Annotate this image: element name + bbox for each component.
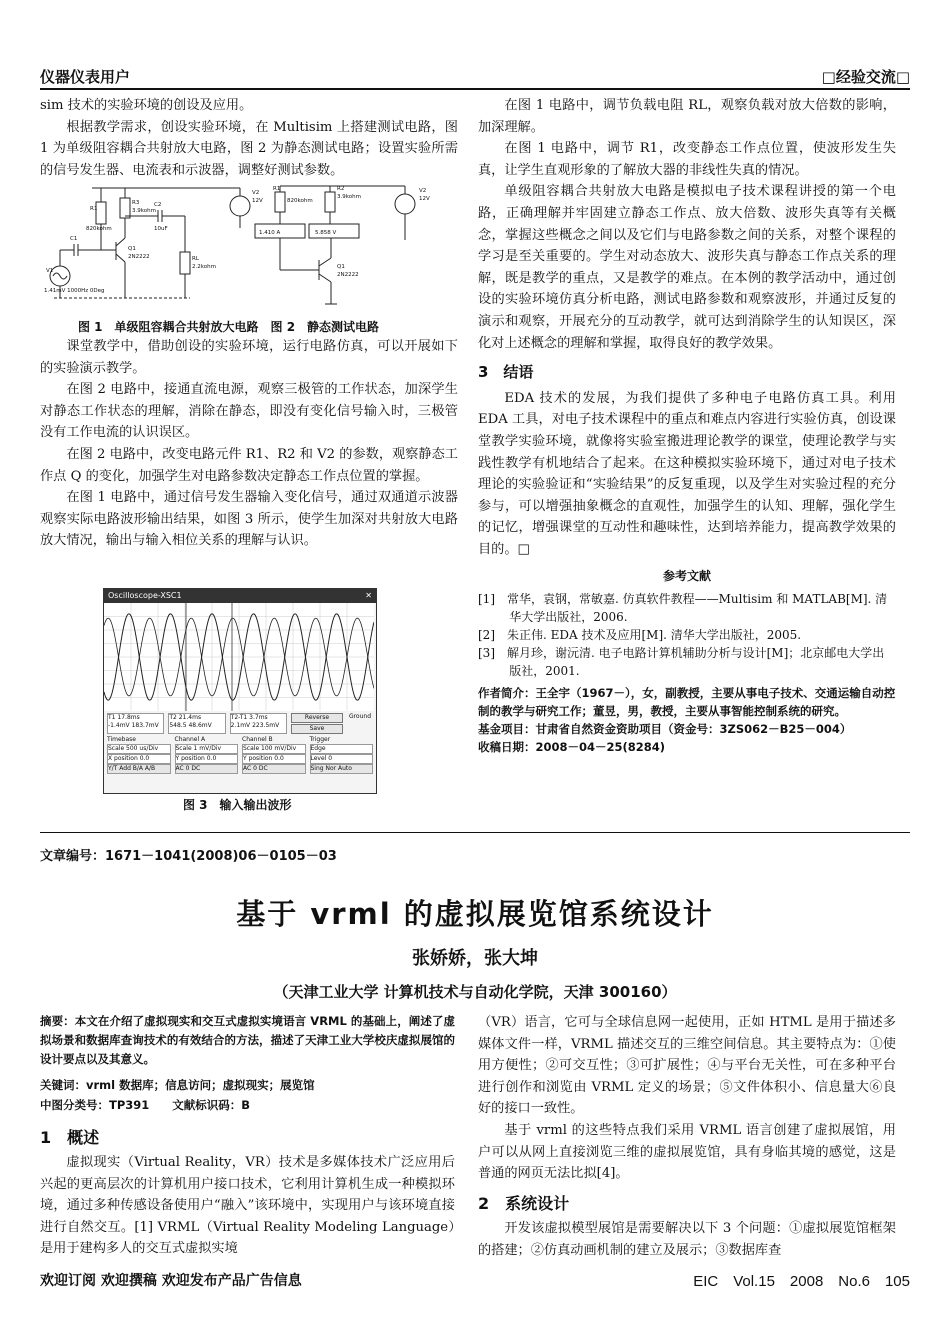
column-name: □经验交流□ xyxy=(821,68,910,86)
close-icon[interactable]: ✕ xyxy=(365,591,372,600)
ground-label: Ground xyxy=(348,713,372,720)
article-authors: 张娇娇，张大坤 xyxy=(412,948,538,969)
x-position[interactable]: X position 0.0 xyxy=(107,754,171,764)
channel-b-y-position[interactable]: Y position 0.0 xyxy=(242,754,306,764)
reference-item: [1] 常华，袁钢，常敏嘉. 仿真软件教程——Multisim 和 MATLAB[M]. 清华大学出版社，2006. xyxy=(478,592,888,625)
channel-a-scale[interactable]: Scale 1 mV/Div xyxy=(175,744,239,754)
paragraph: 在图 2 电路中，接通直流电源，观察三极管的工作状态，加深学生对静态工作状态的理解，消除在静态，即没有变化信号输入时，三极管没有工作电流的认识误区。 xyxy=(40,382,458,441)
svg-text:Q1: Q1 xyxy=(128,246,136,252)
paragraph: （VR）语言，它可与全球信息网一起使用，正如 HTML 是用于描述多媒体文件一样，VRML 描述交互的三维空间信息。其主要特点为：①使用方便性；②可交互性；③可扩展性；④与平台无关性，可在多种平台进行创作和浏览由 VRML 定义的场景；⑤文件体积小、信息量大⑥良好的接口一致性。 xyxy=(478,1015,896,1117)
svg-text:10uF: 10uF xyxy=(154,226,168,232)
svg-text:V1: V1 xyxy=(46,268,54,274)
svg-text:820kohm: 820kohm xyxy=(86,226,112,232)
trigger-edge[interactable]: Edge xyxy=(310,744,374,754)
paragraph: 基于 vrml 的这些特点我们采用 VRML 语言创建了虚拟展馆，用户可以从网上直接浏览三维的虚拟展览馆，具有身临其境的感觉，这是普通的网页无法比拟[4]。 xyxy=(478,1122,896,1182)
paragraph: EDA 技术的发展，为我们提供了多种电子电路仿真工具。利用 EDA 工具，对电子技术课程中的重点和难点内容进行实验仿真，创设课堂教学实验环境，就像将实验室搬进理论教学的课堂，使理论教学与实践性教学有机地结合了起来。在这种模拟实验环境下，通过对电子技术理论的实验验证和“实验结果”的反复重现，以及学生对实验过程的充分参与，可以增强抽象概念的直观性，加强学生的认知、理解，强化学生的记忆，增强课堂的互动性和趣味性，达到培养能力，提高教学效果的目的。□ xyxy=(478,390,896,557)
readout-t2-t1: T2-T1 3.7ms 2.1mV 223.5mV xyxy=(230,713,287,734)
paragraph: sim 技术的实验环境的创设及应用。 xyxy=(40,98,253,113)
oscilloscope-title: Oscilloscope-XSC1 xyxy=(108,591,182,600)
article-title: 基于 vrml 的虚拟展览馆系统设计 xyxy=(236,897,714,931)
paragraph: 开发该虚拟模型展馆是需要解决以下 3 个问题：①虚拟展览馆框架的搭建；②仿真动画机制的建立及展示；③数据库查 xyxy=(478,1221,896,1258)
article-affiliation: （天津工业大学 计算机技术与自动化学院，天津 300160） xyxy=(273,983,677,1001)
save-button[interactable]: Save xyxy=(291,724,343,734)
header-rule xyxy=(40,88,910,90)
svg-text:2.2kohm: 2.2kohm xyxy=(192,264,216,270)
article2-intro xyxy=(40,1152,455,1260)
figure-2-circuit xyxy=(245,180,460,310)
paragraph: 在图 1 电路中，通过信号发生器输入变化信号，通过双通道示波器观察实际电路波形输出结果，如图 3 所示，使学生加深对共射放大电路放大情况，输出与输入相位关系的理解与认识。 xyxy=(40,490,458,549)
oscilloscope-controls xyxy=(104,711,376,776)
channel-a-panel: Channel A Scale 1 mV/Div Y position 0.0 AC 0 DC xyxy=(175,736,239,774)
scope-buttons xyxy=(291,713,343,734)
article-number: 文章编号：1671－1041(2008)06－0105－03 xyxy=(40,849,337,864)
svg-text:C1: C1 xyxy=(70,236,78,242)
footer-slogan: 欢迎订阅 欢迎撰稿 欢迎发布产品广告信息 xyxy=(40,1273,302,1289)
left-column-top xyxy=(40,95,458,181)
svg-text:5.858 V: 5.858 V xyxy=(315,230,337,236)
svg-text:1.410 A: 1.410 A xyxy=(259,230,281,236)
figure-1-2-caption: 图 1 单级阻容耦合共射放大电路 图 2 静态测试电路 xyxy=(78,320,380,334)
svg-text:V2: V2 xyxy=(252,190,260,196)
oscilloscope-screen xyxy=(104,603,374,711)
channel-b-panel: Channel B Scale 100 mV/Div Y position 0.0 AC 0 DC xyxy=(242,736,306,774)
timebase-panel: Timebase Scale 500 us/Div X position 0.0 Y/T Add B/A A/B xyxy=(107,736,171,774)
received-date: 收稿日期：2008－04－25(8284) xyxy=(478,740,666,755)
svg-text:12V: 12V xyxy=(252,198,263,204)
keywords: 关键词：vrml 数据库；信息访问；虚拟现实；展览馆 xyxy=(40,1078,315,1092)
trigger-level[interactable]: Level 0 xyxy=(310,754,374,764)
timebase-scale[interactable]: Scale 500 us/Div xyxy=(107,744,171,754)
trigger-panel: Trigger Edge Level 0 Sing Nor Auto xyxy=(310,736,374,774)
paragraph: 单级阻容耦合共射放大电路是模拟电子技术课程讲授的第一个电路，正确理解并牢固建立静态工作点、放大倍数、波形失真等有关概念，掌握这些概念之间以及它们与电路参数之间的关系，对整个课程的学习是至关重要的。学生对动态放大、波形失真与静态工作点关系的理解，既是教学的重点，又是教学的难点。在本例的教学活动中，通过创设的实验环境仿真分析电路，测试电路参数和观察波形，并通过反复的演示和观察，开展充分的互动教学，就可达到消除学生的认知误区，深化对上述概念的理解和掌握，取得良好的教学效果。 xyxy=(478,184,896,351)
readout-t2: T2 21.4ms 548.5 48.6mV xyxy=(168,713,225,734)
paragraph: 课堂教学中，借助创设的实验环境，运行电路仿真，可以开展如下的实验演示教学。 xyxy=(40,339,458,376)
svg-text:V2: V2 xyxy=(419,188,427,194)
svg-text:1.41mV 1000Hz 0Deg: 1.41mV 1000Hz 0Deg xyxy=(44,288,105,294)
author-note: 作者简介：王全宇（1967－），女，副教授，主要从事电子技术、交通运输自动控制的教学与研究工作；董昱，男，教授，主要从事智能控制系统的研究。 xyxy=(478,686,896,719)
svg-text:820kohm: 820kohm xyxy=(287,198,313,204)
svg-text:R2: R2 xyxy=(337,186,345,192)
channel-b-coupling[interactable]: AC 0 DC xyxy=(242,764,306,774)
article2-left-column xyxy=(40,1012,455,1260)
abstract: 摘要：本文在介绍了虚拟现实和交互式虚拟实境语言 VRML 的基础上，阐述了虚拟场景和数据库查询技术的有效结合的方法，描述了天津工业大学校庆虚拟展馆的设计要点以及其意义。 xyxy=(40,1014,455,1066)
oscilloscope-title-bar xyxy=(104,589,376,603)
section-heading: 3 结语 xyxy=(478,363,534,382)
svg-text:2N2222: 2N2222 xyxy=(337,272,359,278)
reference-item: [3] 解月珍，谢沅清. 电子电路计算机辅助分析与设计[M]；北京邮电大学出版社，2001. xyxy=(478,646,885,679)
journal-name: 仪器仪表用户 xyxy=(40,68,131,86)
panels-row xyxy=(107,736,373,774)
svg-text:2N2222: 2N2222 xyxy=(128,254,150,260)
svg-text:12V: 12V xyxy=(419,196,430,202)
left-column-bottom xyxy=(40,336,458,552)
paragraph: 虚拟现实（Virtual Reality，VR）技术是多媒体技术广泛应用后兴起的更高层次的计算机用户接口技术，它利用计算机生成一种模拟环境，通过多种传感设备使用户“融入”该环境中，实现用户与该环境直接进行自然交互。[1] VRML（Virtual Reality Modeling Language）是用于建构多人的交互式虚拟实境 xyxy=(40,1155,455,1257)
channel-b-scale[interactable]: Scale 100 mV/Div xyxy=(242,744,306,754)
svg-text:3.9kohm: 3.9kohm xyxy=(132,208,156,214)
trigger-mode[interactable]: Sing Nor Auto xyxy=(310,764,374,774)
readouts-row xyxy=(107,713,373,734)
svg-text:C2: C2 xyxy=(154,202,162,208)
paragraph: 在图 2 电路中，改变电路元件 R1、R2 和 V2 的参数，观察静态工作点 Q 的变化，加强学生对电路参数决定静态工作点位置的掌握。 xyxy=(40,446,458,484)
oscilloscope-window xyxy=(103,588,377,794)
channel-a-coupling[interactable]: AC 0 DC xyxy=(175,764,239,774)
display-mode-buttons[interactable]: Y/T Add B/A A/B xyxy=(107,764,171,774)
right-column-top xyxy=(478,95,896,756)
classification: 中图分类号：TP391 文献标识码：B xyxy=(40,1098,251,1112)
svg-text:Q1: Q1 xyxy=(337,264,345,270)
svg-text:R3: R3 xyxy=(132,200,140,206)
figure-3-caption: 图 3 输入输出波形 xyxy=(183,798,292,812)
references-title: 参考文献 xyxy=(662,569,711,584)
svg-text:R1: R1 xyxy=(273,186,281,192)
article2-right-column xyxy=(478,1012,896,1262)
section-heading: 2 系统设计 xyxy=(478,1193,570,1213)
readout-t1: T1 17.8ms -1.4mV 183.7mV xyxy=(107,713,164,734)
paragraph: 根据教学需求，创设实验环境，在 Multisim 上搭建测试电路，图 1 为单级阻容耦合共射放大电路，图 2 为静态测试电路；设置实验所需的信号发生器、电流表和示波器，调整好测试参数。 xyxy=(40,119,458,178)
figure-1-circuit xyxy=(40,180,270,310)
channel-a-y-position[interactable]: Y position 0.0 xyxy=(175,754,239,764)
paragraph: 在图 1 电路中，调节 R1，改变静态工作点位置，使波形发生失真，让学生直观形象的了解放大器的非线性失真的情况。 xyxy=(478,141,896,178)
svg-text:R1: R1 xyxy=(90,206,98,212)
svg-text:3.9kohm: 3.9kohm xyxy=(337,194,361,200)
article-separator xyxy=(40,832,910,833)
footer-issue: EIC Vol.15 2008 No.6 105 xyxy=(693,1273,910,1290)
section-heading: 1 概述 xyxy=(40,1128,100,1147)
reverse-button[interactable]: Reverse xyxy=(291,713,343,723)
fund-note: 基金项目：甘肃省自然资金资助项目（资金号：3ZS062－B25－004） xyxy=(478,722,852,737)
paragraph: 在图 1 电路中，调节负载电阻 RL，观察负载对放大倍数的影响，加深理解。 xyxy=(478,98,896,135)
reference-item: [2] 朱正伟. EDA 技术及应用[M]. 清华大学出版社，2005. xyxy=(478,628,802,643)
svg-text:RL: RL xyxy=(192,256,199,262)
